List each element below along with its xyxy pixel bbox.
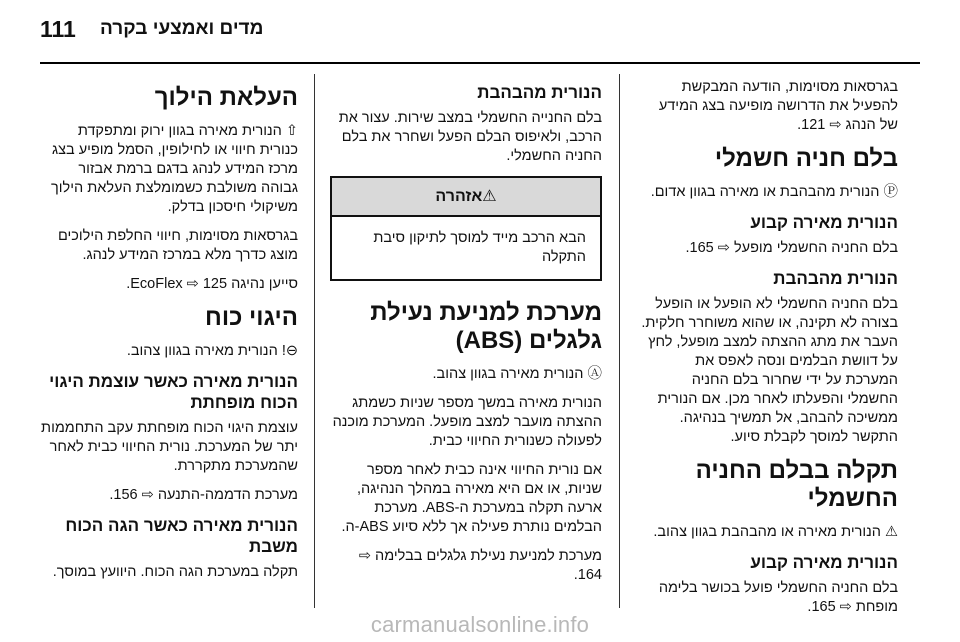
reference-arrow-icon: ⇨ — [141, 487, 154, 503]
parking-brake-icon: Ⓟ — [883, 184, 898, 200]
header-title: מדים ואמצעי בקרה — [100, 18, 264, 39]
paragraph: מערכת למניעת נעילת גלגלים בבלימה ⇨ 164. — [358, 548, 602, 583]
warning-header: ⚠אזהרה — [332, 178, 600, 217]
watermark: carmanualsonline.info — [370, 612, 590, 637]
reference-arrow-icon: ⇨ — [186, 276, 199, 292]
page-reference[interactable]: 121 — [801, 117, 826, 133]
subsection-heading: הנורית מהבהבת — [773, 269, 898, 288]
abs-icon: Ⓐ — [587, 366, 602, 382]
section-heading: בלם חניה חשמלי — [714, 145, 898, 172]
subsection-heading: הנורית מאירה קבוע — [750, 553, 898, 572]
paragraph: ⚠ הנורית מאירה או מהבהבת בגוון צהוב. — [653, 524, 898, 540]
column-divider-left — [314, 74, 315, 608]
paragraph: בלם החנייה החשמלי במצב שירות. עצור את הרכב, ולאיפוס הבלם הפעל ושחרר את בלם החניה החשמלי. — [338, 110, 602, 164]
paragraph: אם נורית החיווי אינה כבית לאחר מספר שניות, או אם היא מאירה במהלך הנהיגה, ארעה תקלה במערכת ה-ABS. מערכת הבלמים נותרת פעילה אך ללא סיוע ABS-ה. — [341, 462, 602, 535]
paragraph: תקלה במערכת הגה הכוח. היוועץ במוסך. — [52, 564, 298, 580]
paragraph: בלם החניה החשמלי לא הופעל או הופעל בצורה לא תקינה, או שהוא משוחרר חלקית. העבר את מתג ההצתה למצב מופעל, לחץ על דוושת הבלמים ונסה לאפס את המערכת על ידי שחרור בלם החניה החשמלי והפעלתו לאחר מכן. אם הנורית ממשיכה להבהב, אל תמשיך בנהיגה. התקשר למוסך לקבלת סיוע. — [641, 296, 898, 445]
paragraph: Ⓐ הנורית מאירה בגוון צהוב. — [432, 366, 602, 382]
warning-triangle-icon: ⚠ — [482, 188, 497, 205]
paragraph: בגרסאות מסוימות, הודעה המבקשת להפעיל את הדרושה מופיעה בצג המידע של הנהג ⇨ 121. — [658, 79, 898, 133]
page-reference[interactable]: 156 — [113, 487, 138, 503]
page-number: 111 — [40, 16, 76, 42]
right-column — [640, 78, 898, 627]
subsection-heading: הנורית מאירה כאשר הגה הכוח משבת — [65, 516, 298, 556]
shift-up-arrow-icon: ⇧ — [285, 123, 298, 139]
page-reference[interactable]: 164 — [577, 567, 602, 583]
brake-fault-icon: ⚠ — [885, 524, 898, 540]
section-heading: מערכת למניעת נעילת גלגלים (ABS) — [370, 299, 602, 354]
paragraph: Ⓟ הנורית מהבהבת או מאירה בגוון אדום. — [650, 184, 898, 200]
header-rule — [40, 62, 920, 64]
paragraph: הנורית מאירה במשך מספר שניות כשמתג ההצתה מועבר למצב מופעל. המערכת מוכנה לפעולה כשנורית החיווי כבית. — [332, 395, 602, 449]
reference-arrow-icon: ⇨ — [717, 240, 730, 256]
subsection-heading: הנורית מאירה כאשר עוצמת היגוי הכוח מופחתת — [49, 372, 298, 412]
page-reference[interactable]: 165 — [811, 599, 836, 615]
warning-box — [330, 176, 602, 281]
section-heading: העלאת הילוך — [154, 84, 298, 111]
reference-arrow-icon: ⇨ — [829, 117, 842, 133]
paragraph: מערכת הדממה-התנעה ⇨ 156. — [109, 487, 298, 503]
paragraph: סייען נהיגה EcoFlex ⇨ 125. — [126, 276, 298, 292]
reference-arrow-icon: ⇨ — [839, 599, 852, 615]
section-heading: תקלה בבלם החניה החשמלי — [695, 457, 898, 512]
paragraph: בלם החניה החשמלי מופעל ⇨ 165. — [685, 240, 898, 256]
column-divider-right — [619, 74, 620, 608]
paragraph: ⇧ הנורית מאירה בגוון ירוק ומתפקדת כנורית חיווי או לחילופין, הסמל מופיע בצג מרכז המידע לנהג בדגם ברמת אבזור גבוהה משולבת כשמומלצת העלאת הילוך משיקולי חיסכון בדלק. — [51, 123, 298, 215]
subsection-heading: הנורית מאירה קבוע — [750, 213, 898, 232]
paragraph: עוצמת היגוי הכוח מופחתת עקב התחממות יתר של המערכת. נורית החיווי כבית לאחר שהמערכת מתקררת. — [41, 420, 298, 474]
paragraph: בלם החניה החשמלי פועל בכושר בלימה מופחת ⇨ 165. — [658, 580, 898, 615]
section-heading: היגוי כוח — [205, 304, 298, 331]
middle-column — [330, 78, 602, 595]
subsection-heading: הנורית מהבהבת — [477, 83, 602, 102]
page-reference[interactable]: 165 — [689, 240, 714, 256]
steering-wheel-icon: ⊖! — [281, 343, 298, 359]
paragraph: ⊖! הנורית מאירה בגוון צהוב. — [126, 343, 298, 359]
reference-arrow-icon: ⇨ — [358, 548, 372, 564]
left-column — [40, 78, 298, 592]
warning-text: הבא הרכב מייד למוסך לתיקון סיבת התקלה — [373, 230, 586, 265]
paragraph: בגרסאות מסוימות, חיווי החלפת הילוכים מוצג כדרך מלא במרכז המידע לנהג. — [57, 228, 298, 263]
page-reference[interactable]: 125 — [202, 276, 228, 292]
